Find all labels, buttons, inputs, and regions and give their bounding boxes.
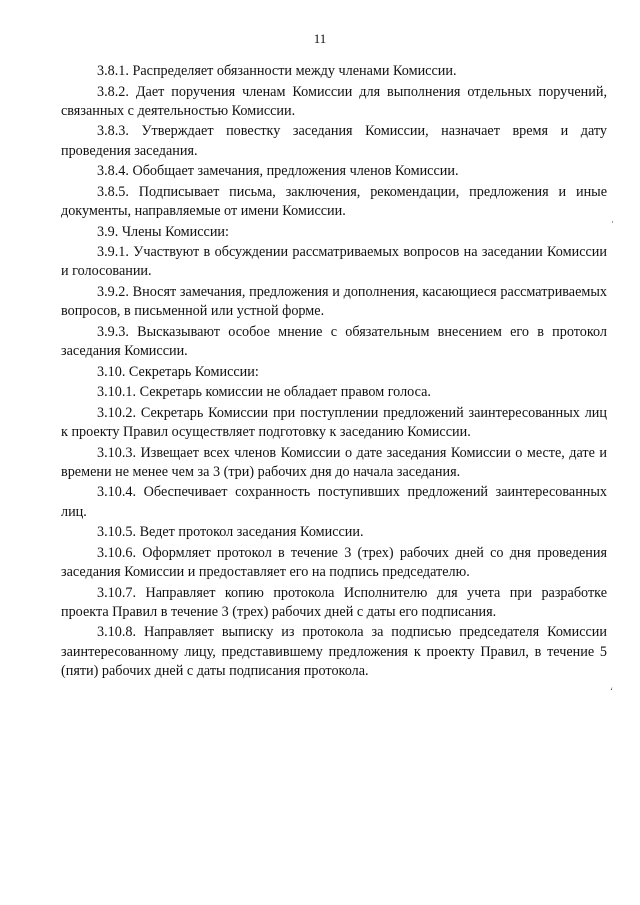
scan-speck: ‘ — [610, 686, 613, 696]
paragraph-3-10-6: 3.10.6. Оформляет протокол в течение 3 (трех) рабочих дней со дня проведения заседания Комиссии и предоставляет его на подпись председателю. — [61, 544, 607, 580]
paragraph-3-8-1: 3.8.1. Распределяет обязанности между членами Комиссии. — [97, 63, 457, 79]
scan-speck: · — [611, 217, 614, 227]
paragraph-3-10-7: 3.10.7. Направляет копию протокола Исполнителю для учета при разработке проекта Правил в течение 3 (трех) рабочих дней с даты его подписания. — [61, 584, 607, 620]
page-number: 11 — [313, 31, 327, 46]
paragraph-3-10-4: 3.10.4. Обеспечивает сохранность поступивших предложений заинтересованных лиц. — [61, 484, 607, 520]
paragraph-3-10-3: 3.10.3. Извещает всех членов Комиссии о дате заседания Комиссии о месте, дате и времени не менее чем за 3 (три) рабочих дня до начала заседания. — [61, 444, 607, 480]
section-heading-3-10: 3.10. Секретарь Комиссии: — [97, 363, 259, 380]
paragraph-3-9-1: 3.9.1. Участвуют в обсуждении рассматриваемых вопросов на заседании Комиссии и голосовании. — [61, 244, 607, 280]
paragraph-3-8-4: 3.8.4. Обобщает замечания, предложения членов Комиссии. — [97, 163, 459, 180]
paragraph-3-10-2: 3.10.2. Секретарь Комиссии при поступлении предложений заинтересованных лиц к проекту Правил осуществляет подготовку к заседанию Комиссии. — [61, 404, 607, 440]
paragraph-3-10-5: 3.10.5. Ведет протокол заседания Комиссии. — [97, 524, 364, 541]
paragraph-3-10-1: 3.10.1. Секретарь комиссии не обладает правом голоса. — [97, 384, 431, 401]
paragraph-3-8-2: 3.8.2. Дает поручения членам Комиссии для выполнения отдельных поручений, связанных с деятельностью Комиссии. — [61, 83, 607, 119]
document-body — [61, 62, 607, 682]
paragraph-3-9-2: 3.9.2. Вносят замечания, предложения и дополнения, касающиеся рассматриваемых вопросов, в письменной или устной форме. — [61, 283, 607, 320]
paragraph-3-8-3: 3.8.3. Утверждает повестку заседания Комиссии, назначает время и дату проведения заседания. — [61, 123, 607, 159]
section-heading-3-9: 3.9. Члены Комиссии: — [97, 223, 229, 240]
paragraph-3-10-8: 3.10.8. Направляет выписку из протокола за подписью председателя Комиссии заинтересованному лицу, представившему предложения к проекту Правил, в течение 5 (пяти) рабочих дней с даты подписания протокола. — [61, 624, 607, 679]
paragraph-3-8-5: 3.8.5. Подписывает письма, заключения, рекомендации, предложения и иные документы, направляемые от имени Комиссии. — [61, 183, 607, 219]
paragraph-3-9-3: 3.9.3. Высказывают особое мнение с обязательным внесением его в протокол заседания Комиссии. — [61, 323, 607, 359]
